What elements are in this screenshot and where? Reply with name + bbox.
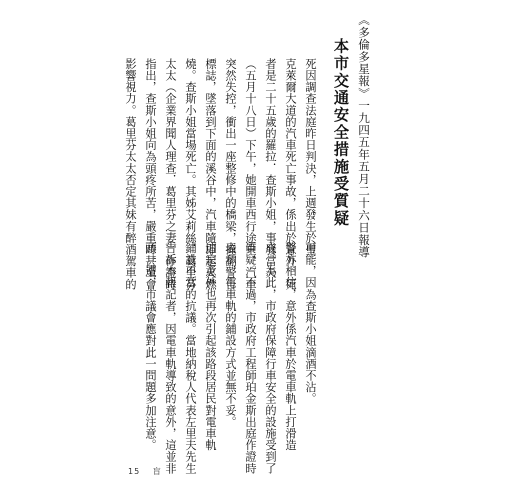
body-line: 者是二十五歲的羅拉．查斯小姐，事發當天 <box>264 58 277 279</box>
body-line: 指出，查斯小姐向為頭疼所苦，嚴重時甚至會 <box>144 58 157 290</box>
source-line: 《多倫多星報》一九四五年五月二十六日報導 <box>357 14 371 258</box>
body-line: 太太（企業界聞人理查．葛里芬之妻）作證時 <box>164 58 177 290</box>
body-line: 可能，因為查斯小姐滴酒不沾。 <box>304 242 317 405</box>
body-line: 燒。查斯小姐當場死亡。其姊艾莉絲．葛里芬 <box>184 58 197 290</box>
body-line: 質疑。不過，市政府工程師珀金斯出庭作證時 <box>244 242 257 474</box>
body-line: 這宗意外也再次引起該路段居民對電車軌 <box>204 242 217 451</box>
body-line: 告訴本報記者，因電車軌導致的意外，這並非 <box>164 242 177 474</box>
body-line: （五月十八日）下午，她開車西行途中，汽車 <box>244 58 257 290</box>
body-line: 鋪設不當的抗議。當地納稅人代表左里夫先生 <box>184 242 197 474</box>
body-line: 克萊爾大道的汽車死亡事故，係出於意外。死 <box>284 58 297 290</box>
body-line: 標誌，墜落到下面的溪谷中，汽車隨即起火燃 <box>204 58 217 290</box>
headline: 本市交通安全措施受質疑 <box>332 38 350 228</box>
body-line: 警方相信，意外係汽車於電車軌上打滑造 <box>284 242 297 451</box>
body-line: 表示，電車軌的鋪設方式並無不妥。 <box>224 242 237 428</box>
body-line: 突然失控，衝出一座整修中的橋梁，撞翻警告 <box>224 58 237 290</box>
body-line: 成。為此，市政府保障行車安全的設施受到了 <box>264 242 277 474</box>
page-number: 15 盲 <box>128 467 162 476</box>
body-line: 影響視力。葛里芬太太否定其妹有醉酒駕車的 <box>124 58 137 290</box>
article-body-left <box>124 58 320 290</box>
body-line: 死因調查法庭昨日判決，上週發生於聖 <box>304 58 317 256</box>
body-line: 頭一遭，市議會應對此一問題多加注意。 <box>144 242 157 451</box>
